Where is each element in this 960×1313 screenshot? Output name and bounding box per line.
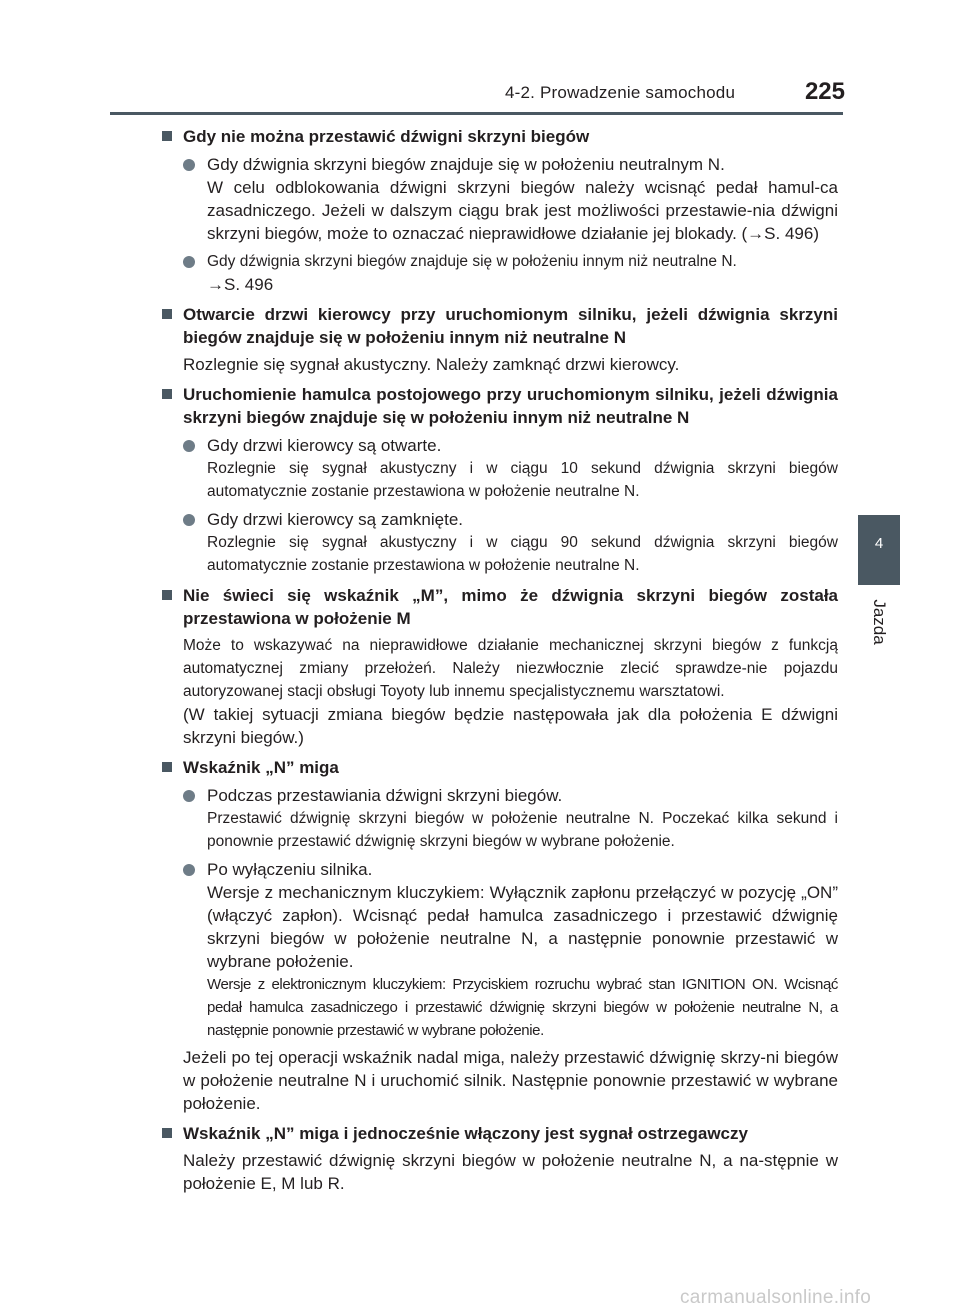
square-bullet-icon xyxy=(162,762,172,772)
list-item-body: Rozlegnie się sygnał akustyczny i w ciągu 10 sekund dźwignia skrzyni biegów automatycznie zostanie przestawiona w położenie neutralne N. xyxy=(207,460,838,500)
square-bullet-icon xyxy=(162,590,172,600)
list-item-title: Podczas przestawiania dźwigni skrzyni biegów. xyxy=(207,786,563,805)
section-heading xyxy=(162,1122,838,1145)
chapter-label: Jazda xyxy=(870,599,889,645)
list-item xyxy=(162,153,838,245)
list-item xyxy=(162,250,838,296)
section-title: 4-2. Prowadzenie samochodu xyxy=(505,83,736,102)
page-number: 225 xyxy=(804,78,845,105)
list-item xyxy=(162,434,838,503)
section-heading xyxy=(162,303,838,349)
section-heading-text: Wskaźnik „N” miga i jednocześnie włączony jest sygnał ostrzegawczy xyxy=(183,1124,748,1143)
section-heading-text: Uruchomienie hamulca postojowego przy uruchomionym silniku, jeżeli dźwignia skrzyni biegów znajduje się w położeniu innym niż neutralne N xyxy=(183,385,838,427)
square-bullet-icon xyxy=(162,389,172,399)
circle-bullet-icon xyxy=(183,159,195,171)
section-heading xyxy=(162,756,838,779)
square-bullet-icon xyxy=(162,309,172,319)
circle-bullet-icon xyxy=(183,514,195,526)
list-item-title: Gdy drzwi kierowcy są zamknięte. xyxy=(207,510,464,529)
list-item-title: Gdy dźwignia skrzyni biegów znajduje się w położeniu innym niż neutralne N. xyxy=(207,253,737,270)
circle-bullet-icon xyxy=(183,440,195,452)
square-bullet-icon xyxy=(162,131,172,141)
list-item xyxy=(162,784,838,853)
list-item-title: Gdy drzwi kierowcy są otwarte. xyxy=(207,436,442,455)
list-item-body: →S. 496 xyxy=(207,275,274,294)
list-item xyxy=(162,508,838,577)
list-item-body: Wersje z mechanicznym kluczykiem: Wyłącznik zapłonu przełączyć w pozycję „ON” (włączyć zapłon). Wcisnąć pedał hamulca zasadniczego i przestawić dźwignię skrzyni biegów w położenie neutralne N, a następnie ponownie przestawić w wybrane położenie. xyxy=(207,883,838,971)
circle-bullet-icon xyxy=(183,864,195,876)
list-item-body: Wersje z elektronicznym kluczykiem: Przyciskiem rozruchu wybrać stan IGNITION ON. Wcisnąć pedał hamulca zasadniczego i przestawić dźwignię skrzyni biegów w położenie neutralne N, a następnie ponownie przestawić w wybrane położenie. xyxy=(207,976,838,1039)
section-heading-text: Nie świeci się wskaźnik „M”, mimo że dźwignia skrzyni biegów została przestawiona w położenie M xyxy=(183,586,838,628)
section-heading-text: Wskaźnik „N” miga xyxy=(183,758,339,777)
page-header xyxy=(505,78,845,112)
section-heading-text: Otwarcie drzwi kierowcy przy uruchomionym silniku, jeżeli dźwignia skrzyni biegów znajduje się w położeniu innym niż neutralne N xyxy=(183,305,838,347)
list-item-title: Po wyłączeniu silnika. xyxy=(207,860,373,879)
paragraph: Jeżeli po tej operacji wskaźnik nadal miga, należy przestawić dźwignię skrzy-ni biegów w położenie neutralne N i uruchomić silnik. Następnie ponownie przestawić w wybrane położenie. xyxy=(183,1048,838,1113)
chapter-tab xyxy=(858,515,900,585)
paragraph: Może to wskazywać na nieprawidłowe działanie mechanicznej skrzyni biegów z funkcją automatycznej zmiany przełożeń. Należy niezwłocznie zlecić sprawdze-nie pojazdu autoryzowanej stacji obsługi Toyoty lub innemu specjalistycznemu warsztatowi. xyxy=(183,637,838,700)
section-heading xyxy=(162,125,838,148)
header-divider xyxy=(110,112,843,115)
watermark: carmanualsonline.info xyxy=(680,1287,872,1308)
circle-bullet-icon xyxy=(183,790,195,802)
list-item xyxy=(162,858,838,1042)
list-item-title: Gdy dźwignia skrzyni biegów znajduje się w położeniu neutralnym N. xyxy=(207,155,725,174)
list-item-body: Przestawić dźwignię skrzyni biegów w położenie neutralne N. Poczekać kilka sekund i ponownie przestawić dźwignię skrzyni biegów w wybrane położenie. xyxy=(207,810,838,850)
circle-bullet-icon xyxy=(183,256,195,268)
list-item-body: W celu odblokowania dźwigni skrzyni biegów należy wcisnąć pedał hamul-ca zasadniczego. Jeżeli w dalszym ciągu brak jest możliwości przestawie-nia dźwigni skrzyni biegów, może to oznaczać nieprawidłowe działanie jej blokady. (→S. 496) xyxy=(207,178,838,243)
section-heading xyxy=(162,584,838,630)
list-item-body: Rozlegnie się sygnał akustyczny i w ciągu 90 sekund dźwignia skrzyni biegów automatycznie zostanie przestawiona w położenie neutralne N. xyxy=(207,534,838,574)
chapter-number: 4 xyxy=(874,535,884,552)
section-heading-text: Gdy nie można przestawić dźwigni skrzyni biegów xyxy=(183,127,590,146)
page-content xyxy=(162,125,838,1195)
paragraph: Należy przestawić dźwignię skrzyni biegów w położenie neutralne N, a na-stępnie w położenie E, M lub R. xyxy=(183,1151,838,1193)
paragraph: (W takiej sytuacji zmiana biegów będzie następowała jak dla położenia E dźwigni skrzyni biegów.) xyxy=(183,705,838,747)
square-bullet-icon xyxy=(162,1128,172,1138)
paragraph: Rozlegnie się sygnał akustyczny. Należy zamknąć drzwi kierowcy. xyxy=(183,355,680,374)
section-heading xyxy=(162,383,838,429)
